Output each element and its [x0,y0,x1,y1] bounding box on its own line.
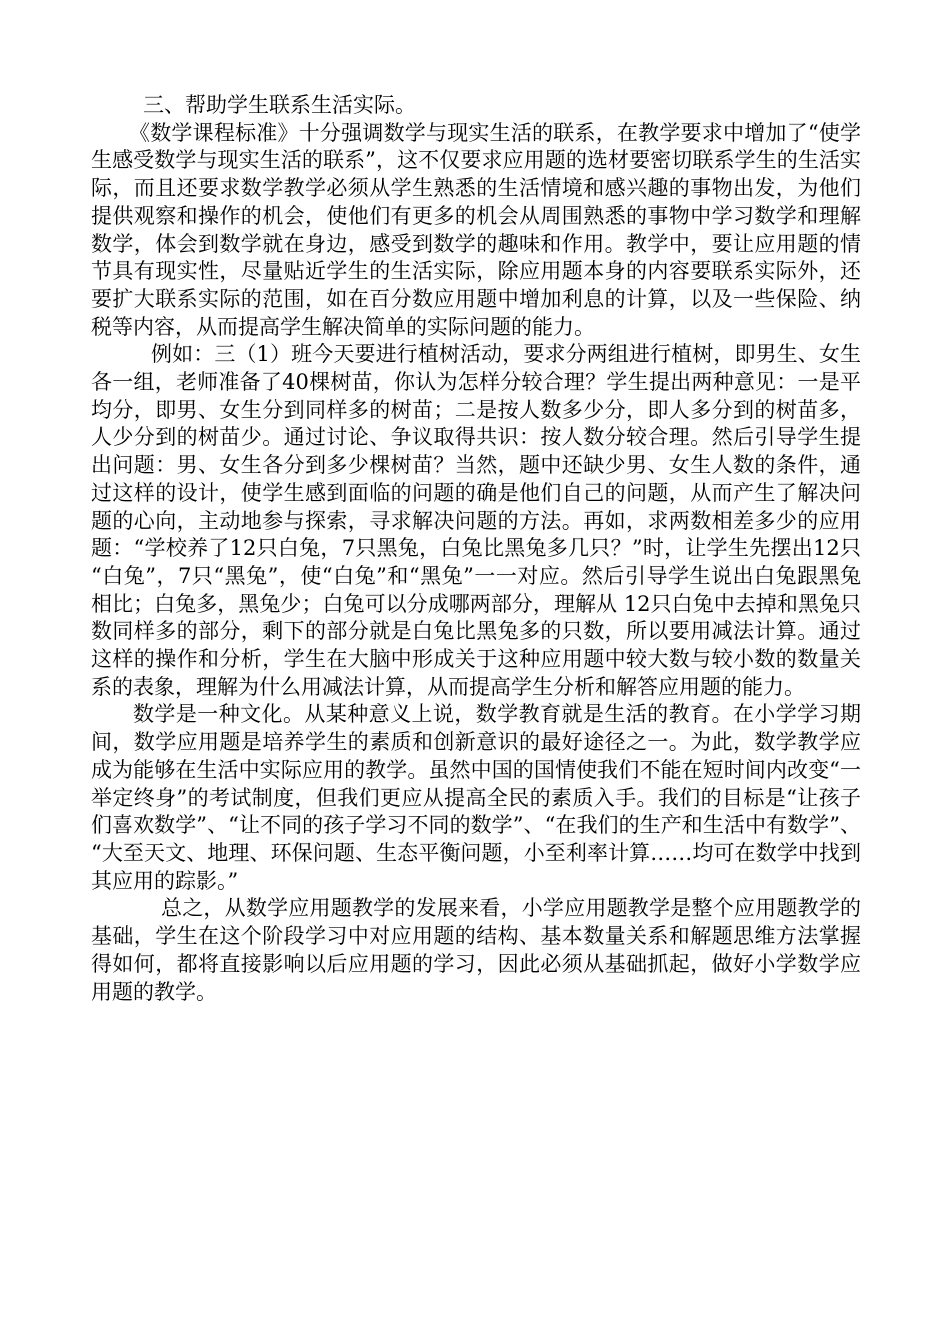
paragraph-curriculum-standard: 《数学课程标准》十分强调数学与现实生活的联系，在教学要求中增加了“使学生感受数学与现实生活的联系”，这不仅要求应用题的选材要密切联系学生的生活实际，而且还要求数学教学必须从学生熟悉的生活情境和感兴趣的事物出发，为他们提供观察和操作的机会，使他们有更多的机会从周围熟悉的事物中学习数学和理解数学，体会到数学就在身边，感受到数学的趣味和作用。教学中，要让应用题的情节具有现实性，尽量贴近学生的生活实际，除应用题本身的内容要联系实际外，还要扩大联系实际的范围，如在百分数应用题中增加利息的计算，以及一些保险、纳税等内容，从而提高学生解决简单的实际问题的能力。 [91,120,861,339]
document-page [91,92,861,1006]
paragraph-example: 例如：三（1）班今天要进行植树活动，要求分两组进行植树，即男生、女生各一组，老师准备了40棵树苗，你认为怎样分较合理？学生提出两种意见：一是平均分，即男、女生分到同样多的树苗；二是按人数多少分，即人多分到的树苗多，人少分到的树苗少。通过讨论、争议取得共识：按人数分较合理。然后引导学生提出问题：男、女生各分到多少棵树苗？当然，题中还缺少男、女生人数的条件，通过这样的设计，使学生感到面临的问题的确是他们自己的问题，从而产生了解决问题的心向，主动地参与探索，寻求解决问题的方法。再如，求两数相差多少的应用题：“学校养了12只白兔，7只黑兔，白兔比黑兔多几只？”时，让学生先摆出12只“白兔”，7只“黑兔”，使“白兔”和“黑兔”一一对应。然后引导学生说出白兔跟黑兔相比；白兔多，黑兔少；白兔可以分成哪两部分，理解从 12只白兔中去掉和黑兔只数同样多的部分，剩下的部分就是白兔比黑兔多的只数，所以要用减法计算。通过这样的操作和分析，学生在大脑中形成关于这种应用题中较大数与较小数的数量关系的表象，理解为什么用减法计算，从而提高学生分析和解答应用题的能力。 [91,342,861,699]
paragraph-conclusion: 总之，从数学应用题教学的发展来看，小学应用题教学是整个应用题教学的基础，学生在这个阶段学习中对应用题的结构、基本数量关系和解题思维方法掌握得如何，都将直接影响以后应用题的学习，因此必须从基础抓起，做好小学数学应用题的教学。 [91,896,861,1004]
section-heading: 三、帮助学生联系生活实际。 [143,93,416,117]
paragraph-math-culture: 数学是一种文化。从某种意义上说，数学教育就是生活的教育。在小学学习期间，数学应用题是培养学生的素质和创新意识的最好途径之一。为此，数学教学应成为能够在生活中实际应用的教学。虽然中国的国情使我们不能在短时间内改变“一举定终身”的考试制度，但我们更应从提高全民的素质入手。我们的目标是“让孩子们喜欢数学”、“让不同的孩子学习不同的数学”、“在我们的生产和生活中有数学”、“大至天文、地理、环保问题、生态平衡问题，小至利率计算……均可在数学中找到其应用的踪影。” [91,702,861,893]
